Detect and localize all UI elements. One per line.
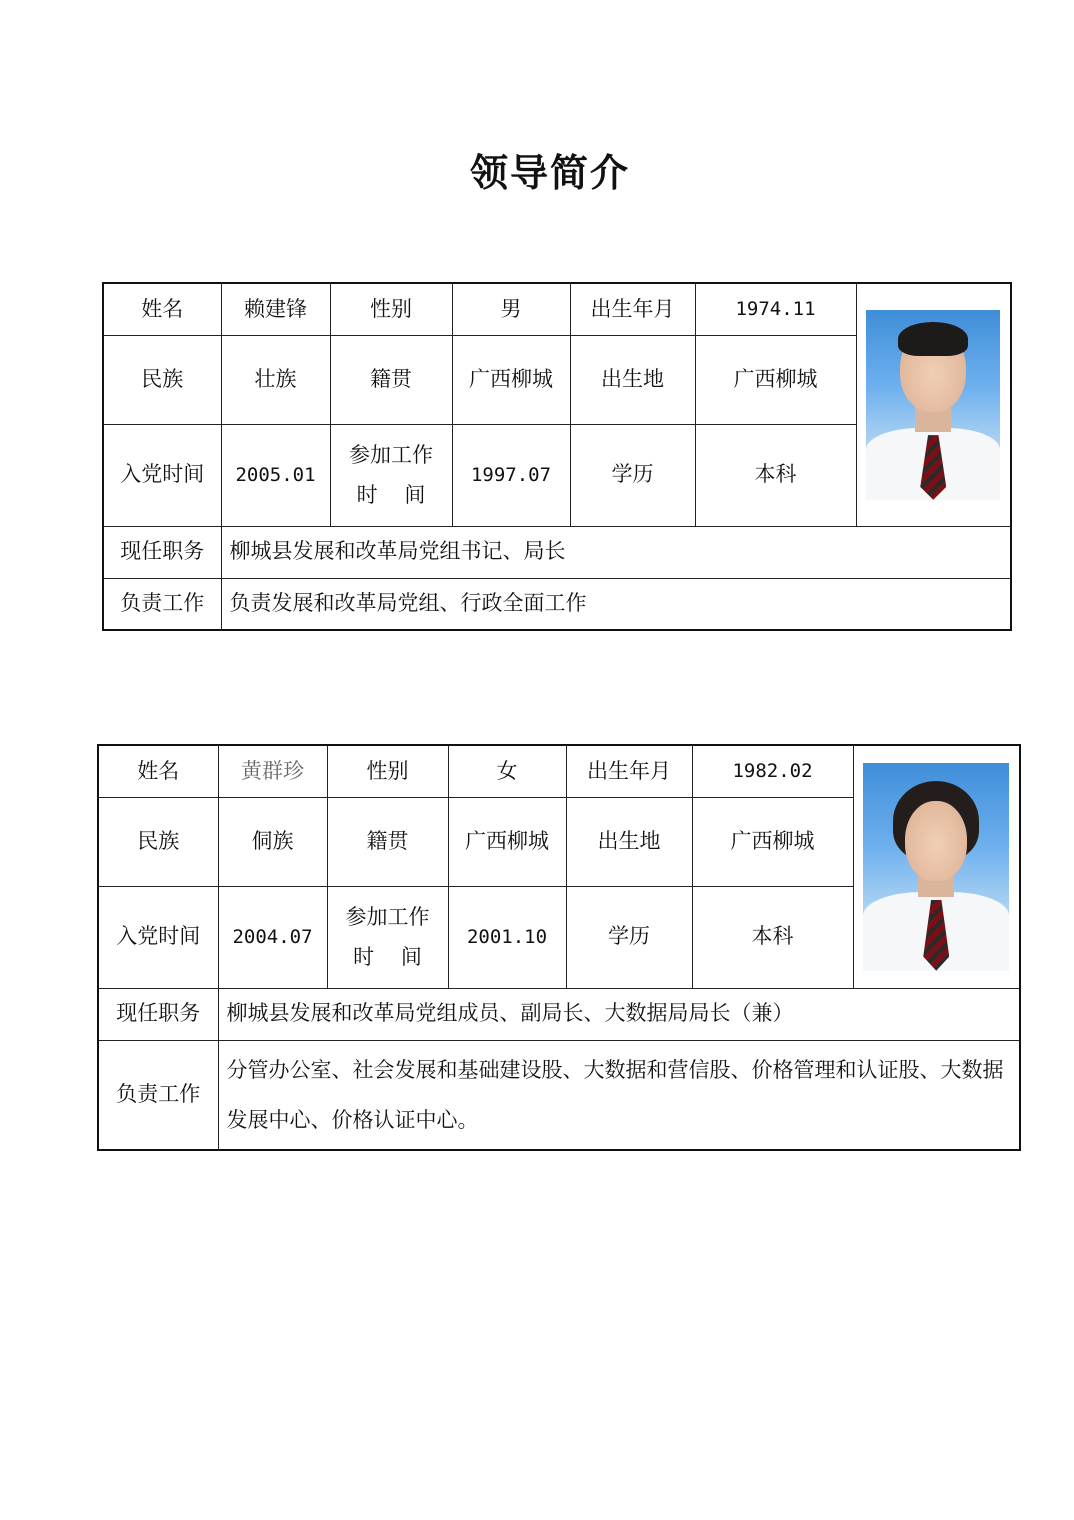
value-education: 本科: [695, 424, 856, 526]
label-education: 学历: [566, 886, 692, 988]
value-birth: 1974.11: [695, 283, 856, 335]
page-title: 领导简介: [469, 150, 630, 195]
label-name: 姓名: [103, 283, 221, 335]
label-birth: 出生年月: [566, 745, 692, 797]
value-birth: 1982.02: [692, 745, 853, 797]
label-position: 现任职务: [103, 526, 221, 578]
label-work-start-line1: 参加工作: [349, 443, 433, 467]
label-work-start-line2: 时 间: [356, 483, 426, 507]
label-gender: 性别: [327, 745, 448, 797]
label-birth: 出生年月: [570, 283, 695, 335]
value-responsibility: 负责发展和改革局党组、行政全面工作: [221, 578, 1011, 630]
value-gender: 女: [448, 745, 566, 797]
value-birthplace: 广西柳城: [692, 797, 853, 886]
label-party-join: 入党时间: [98, 886, 218, 988]
label-position: 现任职务: [98, 988, 218, 1040]
value-position: 柳城县发展和改革局党组书记、局长: [221, 526, 1011, 578]
label-education: 学历: [570, 424, 695, 526]
label-ethnicity: 民族: [103, 335, 221, 424]
value-ethnicity: 壮族: [221, 335, 330, 424]
value-party-join: 2005.01: [221, 424, 330, 526]
label-responsibility: 负责工作: [98, 1040, 218, 1150]
label-responsibility: 负责工作: [103, 578, 221, 630]
leader-photo: [866, 310, 1000, 500]
value-native-place: 广西柳城: [448, 797, 566, 886]
value-name: 赖建锋: [221, 283, 330, 335]
value-birthplace: 广西柳城: [695, 335, 856, 424]
value-name: 黄群珍: [218, 745, 327, 797]
label-work-start-line2: 时 间: [353, 945, 422, 969]
value-work-start: 2001.10: [448, 886, 566, 988]
leader-profile-table: [97, 744, 1021, 1151]
value-ethnicity: 侗族: [218, 797, 327, 886]
label-gender: 性别: [330, 283, 452, 335]
label-party-join: 入党时间: [103, 424, 221, 526]
leader-photo: [863, 763, 1009, 971]
value-position: 柳城县发展和改革局党组成员、副局长、大数据局局长（兼）: [218, 988, 1020, 1040]
photo-cell: [856, 283, 1011, 526]
label-birthplace: 出生地: [566, 797, 692, 886]
label-work-start: [327, 886, 448, 988]
label-birthplace: 出生地: [570, 335, 695, 424]
leader-profile-table: [102, 282, 1012, 631]
label-ethnicity: 民族: [98, 797, 218, 886]
value-education: 本科: [692, 886, 853, 988]
label-native-place: 籍贯: [327, 797, 448, 886]
label-name: 姓名: [98, 745, 218, 797]
value-responsibility: 分管办公室、社会发展和基础建设股、大数据和营信股、价格管理和认证股、大数据发展中心、价格认证中心。: [218, 1040, 1020, 1150]
label-work-start-line1: 参加工作: [345, 905, 430, 929]
photo-hair: [898, 322, 968, 356]
value-work-start: 1997.07: [452, 424, 570, 526]
value-party-join: 2004.07: [218, 886, 327, 988]
photo-cell: [853, 745, 1020, 988]
label-work-start: [330, 424, 452, 526]
label-native-place: 籍贯: [330, 335, 452, 424]
photo-face: [905, 801, 967, 881]
value-native-place: 广西柳城: [452, 335, 570, 424]
value-gender: 男: [452, 283, 570, 335]
